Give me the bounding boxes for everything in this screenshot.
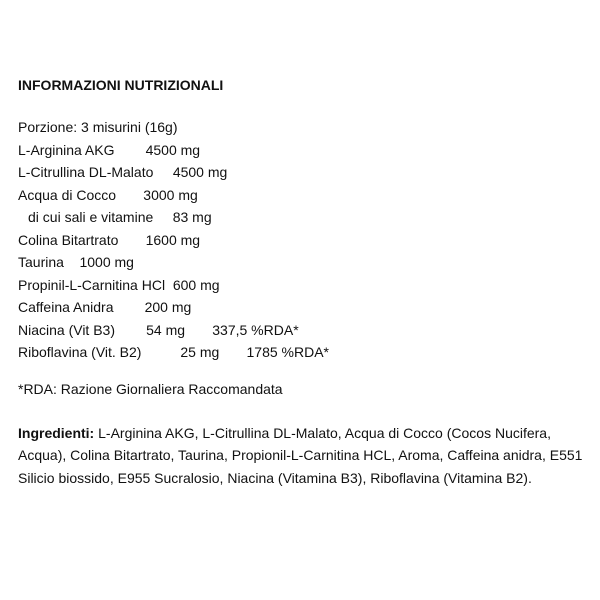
nutrient-row-caffeina: Caffeina Anidra 200 mg [18, 299, 192, 315]
document-title: INFORMAZIONI NUTRIZIONALI [18, 77, 224, 93]
serving-size-row: Porzione: 3 misurini (16g) [18, 119, 178, 135]
nutrient-row-acqua-cocco: Acqua di Cocco 3000 mg [18, 186, 198, 203]
nutrient-row-niacina: Niacina (Vit B3) 54 mg 337,5 %RDA* [18, 321, 299, 338]
nutrient-row-sali-vitamine: di cui sali e vitamine 83 mg [28, 209, 212, 225]
nutrition-document [18, 74, 588, 489]
nutrient-row-colina: Colina Bitartrato 1600 mg [18, 231, 201, 248]
nutrient-row-taurina: Taurina 1000 mg [18, 254, 134, 270]
nutrient-row-arginina: L-Arginina AKG 4500 mg [18, 141, 201, 158]
nutrient-row-citrullina: L-Citrullina DL-Malato 4500 mg [18, 164, 228, 180]
ingredients-label: Ingredienti: [18, 424, 95, 441]
ingredients-paragraph [18, 422, 588, 490]
rda-footnote: *RDA: Razione Giornaliera Raccomandata [18, 380, 283, 397]
nutrition-table [18, 116, 588, 364]
nutrient-row-carnitina: Propinil-L-Carnitina HCl 600 mg [18, 276, 220, 293]
nutrient-row-riboflavina: Riboflavina (Vit. B2) 25 mg 1785 %RDA* [18, 344, 329, 360]
ingredients-text: L-Arginina AKG, L-Citrullina DL-Malato, Acqua di Cocco (Cocos Nucifera, Acqua), Colina Bitartrato, Taurina, Propionil-L-Carnitina HCL, Aroma, Caffeina anidra, E551 Silicio biossido, E955 Sucralosio, Niacina (Vitamina B3), Riboflavina (Vitamina B2). [18, 424, 583, 486]
